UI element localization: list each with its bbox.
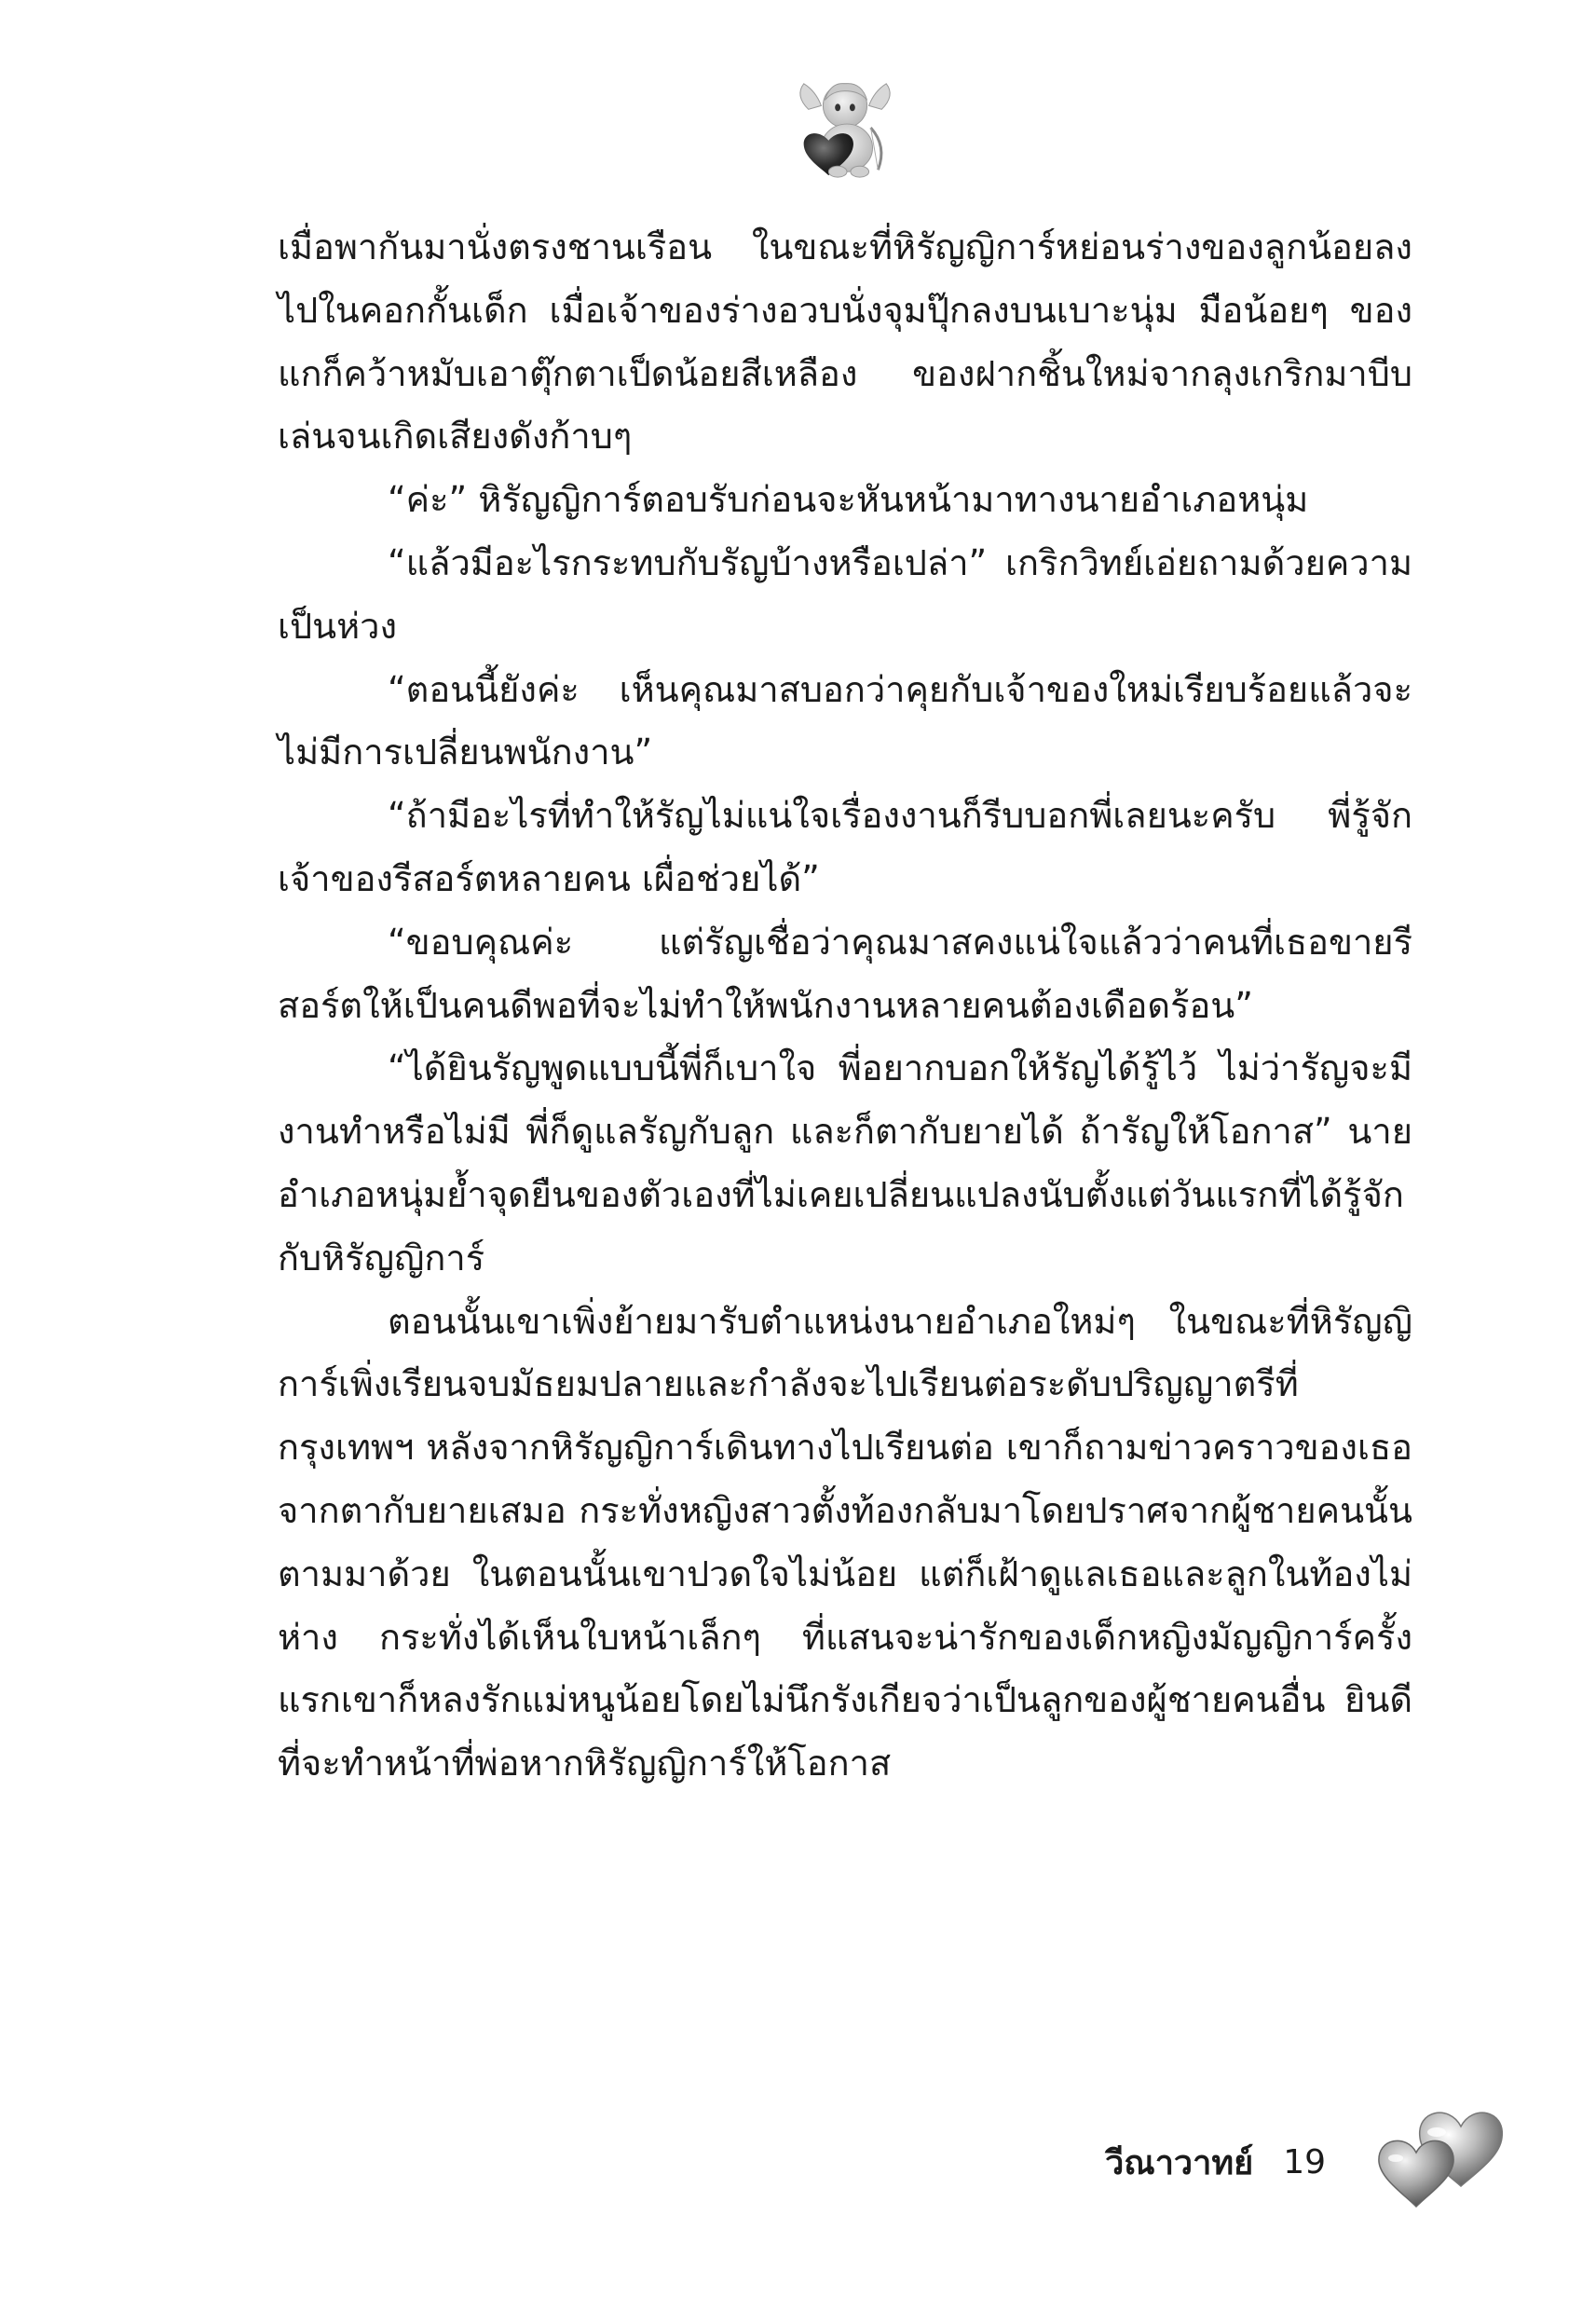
book-title: วีณาวาทย์: [1105, 2143, 1254, 2182]
silver-hearts-icon: [1368, 2095, 1517, 2218]
paragraph-7: “ได้ยินรัญพูดแบบนี้พี่ก็เบาใจ พี่อยากบอกให้รัญได้รู้ไว้ ไม่ว่ารัญจะมีงานทำหรือไม่มี พี่ก็ดูแลรัญกับลูก และก็ตากับยายได้ ถ้ารัญให้โอกาส” นายอำเภอหนุ่มย้ำจุดยืนของตัวเองที่ไม่เคยเปลี่ยนแปลงนับตั้งแต่วันแรกที่ได้รู้จักกับหิรัญญิการ์: [278, 1047, 1412, 1279]
paragraph-5: “ถ้ามีอะไรที่ทำให้รัญไม่แน่ใจเรื่องงานก็รีบบอกพี่เลยนะครับ พี่รู้จักเจ้าของรีสอร์ตหลายคน เผื่อช่วยได้”: [278, 795, 1412, 899]
page-number: 19: [1283, 2142, 1326, 2181]
body-text: [278, 216, 1412, 1796]
page-footer: [1105, 2134, 1326, 2190]
paragraph-2: “ค่ะ” หิรัญญิการ์ตอบรับก่อนจะหันหน้ามาทางนายอำเภอหนุ่ม: [388, 479, 1309, 521]
paragraph-8: ตอนนั้นเขาเพิ่งย้ายมารับตำแหน่งนายอำเภอใหม่ๆ ในขณะที่หิรัญญิการ์เพิ่งเรียนจบมัธยมปลายและกำลังจะไปเรียนต่อระดับปริญญาตรีที่กรุงเทพฯ หลังจากหิรัญญิการ์เดินทางไปเรียนต่อ เขาก็ถามข่าวคราวของเธอจากตากับยายเสมอ กระทั่งหญิงสาวตั้งท้องกลับมาโดยปราศจากผู้ชายคนนั้นตามมาด้วย ในตอนนั้นเขาปวดใจไม่น้อย แต่ก็เฝ้าดูแลเธอและลูกในท้องไม่ห่าง กระทั่งได้เห็นใบหน้าเล็กๆ ที่แสนจะน่ารักของเด็กหญิงมัญญิการ์ครั้งแรกเขาก็หลงรักแม่หนูน้อยโดยไม่นึกรังเกียจว่าเป็นลูกของผู้ชายคนอื่น ยินดีที่จะทำหน้าที่พ่อหากหิรัญญิการ์ให้โอกาส: [278, 1300, 1412, 1785]
paragraph-4: “ตอนนี้ยังค่ะ เห็นคุณมาสบอกว่าคุยกับเจ้าของใหม่เรียบร้อยแล้วจะไม่มีการเปลี่ยนพนักงาน”: [278, 668, 1412, 773]
paragraph-1: เมื่อพากันมานั่งตรงชานเรือน ในขณะที่หิรัญญิการ์หย่อนร่างของลูกน้อยลงไปในคอกกั้นเด็ก เมื่อเจ้าของร่างอวบนั่งจุมปุ๊กลงบนเบาะนุ่ม มือน้อยๆ ของแกก็คว้าหมับเอาตุ๊กตาเป็ดน้อยสีเหลือง ของฝากชิ้นใหม่จากลุงเกริกมาบีบเล่นจนเกิดเสียงดังก้าบๆ: [278, 226, 1412, 458]
cupid-with-heart-icon: [790, 73, 900, 183]
paragraph-6: “ขอบคุณค่ะ แต่รัญเชื่อว่าคุณมาสคงแน่ใจแล้วว่าคนที่เธอขายรีสอร์ตให้เป็นคนดีพอที่จะไม่ทำให้พนักงานหลายคนต้องเดือดร้อน”: [278, 921, 1412, 1026]
paragraph-3: “แล้วมีอะไรกระทบกับรัญบ้างหรือเปล่า” เกริกวิทย์เอ่ยถามด้วยความเป็นห่วง: [278, 541, 1412, 647]
